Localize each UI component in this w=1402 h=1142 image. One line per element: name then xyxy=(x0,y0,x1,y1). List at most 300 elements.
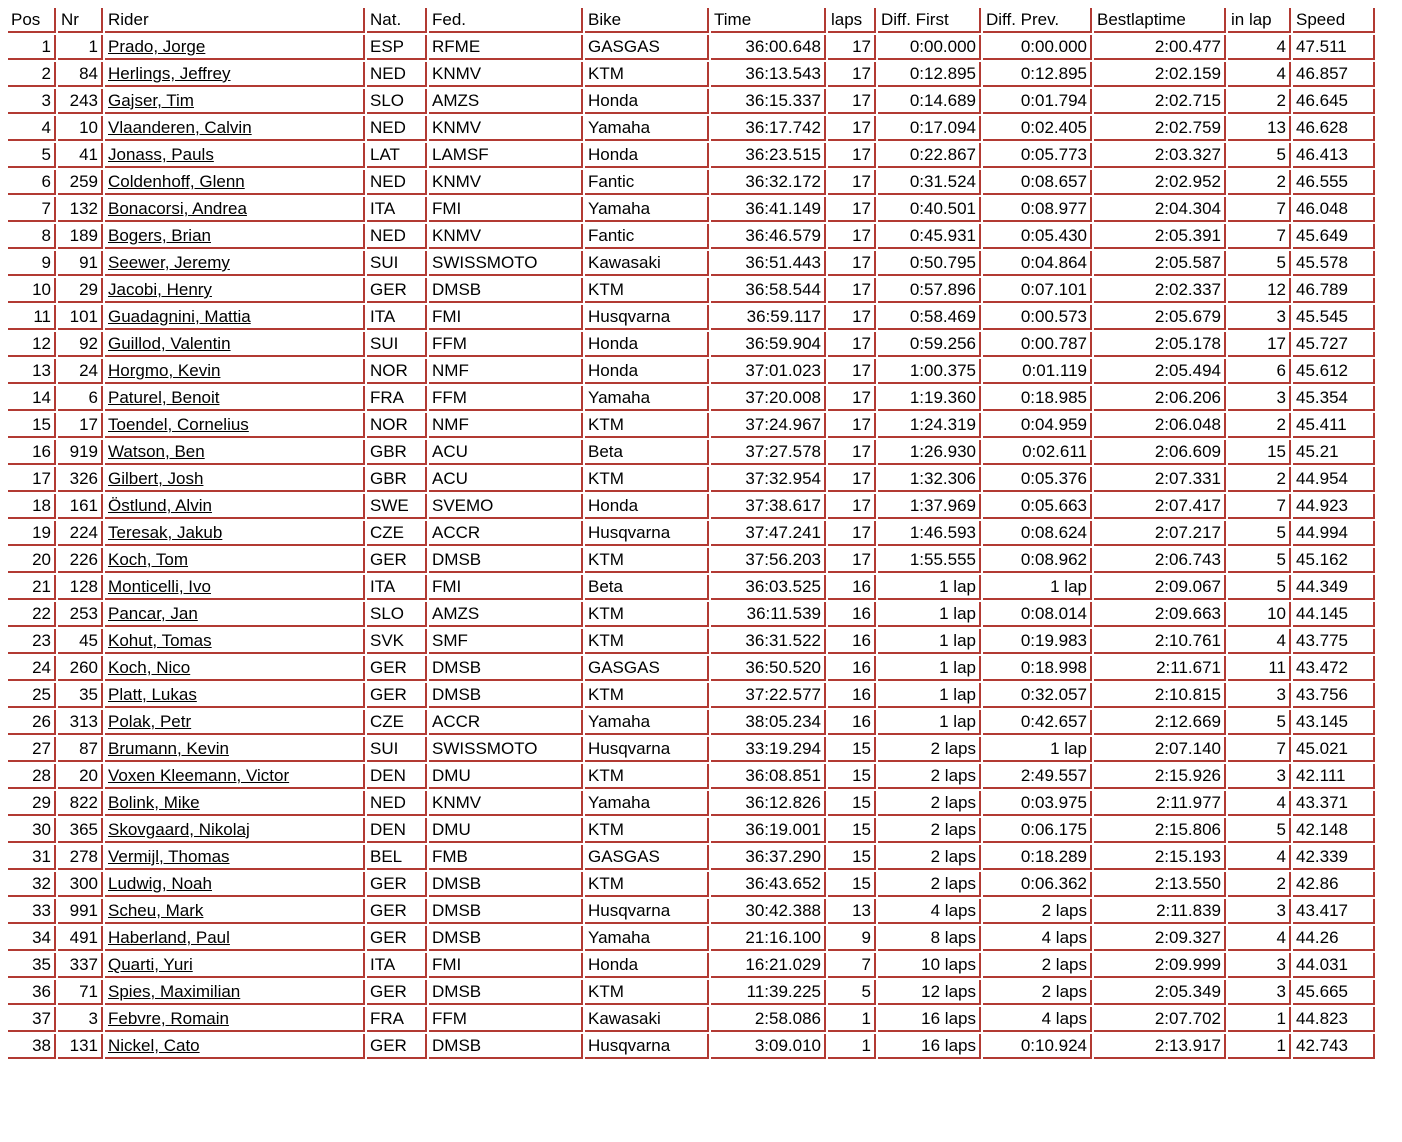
cell-rider xyxy=(105,386,365,411)
cell-laps: 17 xyxy=(828,170,876,195)
cell-rider xyxy=(105,494,365,519)
cell-fed: NMF xyxy=(429,413,583,438)
cell-rider xyxy=(105,467,365,492)
cell-in-lap: 3 xyxy=(1228,899,1291,924)
rider-link[interactable]: Nickel, Cato xyxy=(108,1036,200,1055)
cell-speed: 46.555 xyxy=(1293,170,1375,195)
cell-diff-prev: 0:19.983 xyxy=(983,629,1092,654)
cell-laps: 17 xyxy=(828,467,876,492)
cell-diff-first: 1:00.375 xyxy=(878,359,981,384)
rider-link[interactable]: Polak, Petr xyxy=(108,712,192,731)
cell-pos: 31 xyxy=(8,845,56,870)
cell-nr: 131 xyxy=(58,1034,103,1059)
column-header-nat: Nat. xyxy=(367,8,427,33)
cell-bike: Honda xyxy=(585,494,709,519)
cell-diff-prev: 0:00.573 xyxy=(983,305,1092,330)
cell-laps: 17 xyxy=(828,197,876,222)
cell-laps: 15 xyxy=(828,818,876,843)
cell-laps: 15 xyxy=(828,737,876,762)
cell-rider xyxy=(105,737,365,762)
cell-speed: 46.857 xyxy=(1293,62,1375,87)
cell-pos: 26 xyxy=(8,710,56,735)
cell-diff-prev: 0:08.657 xyxy=(983,170,1092,195)
cell-diff-prev: 0:08.977 xyxy=(983,197,1092,222)
cell-bike: Yamaha xyxy=(585,791,709,816)
cell-in-lap: 5 xyxy=(1228,521,1291,546)
cell-nat: NED xyxy=(367,791,427,816)
rider-link[interactable]: Koch, Tom xyxy=(108,550,189,569)
rider-link[interactable]: Brumann, Kevin xyxy=(108,739,229,758)
cell-fed: DMSB xyxy=(429,926,583,951)
cell-diff-first: 1:55.555 xyxy=(878,548,981,573)
table-row xyxy=(8,683,1375,708)
cell-nr: 84 xyxy=(58,62,103,87)
cell-nat: CZE xyxy=(367,521,427,546)
column-header-nr: Nr xyxy=(58,8,103,33)
table-row xyxy=(8,791,1375,816)
cell-laps: 17 xyxy=(828,89,876,114)
cell-nr: 991 xyxy=(58,899,103,924)
table-row xyxy=(8,1007,1375,1032)
cell-diff-first: 1 lap xyxy=(878,710,981,735)
cell-nr: 278 xyxy=(58,845,103,870)
cell-diff-first: 1 lap xyxy=(878,629,981,654)
rider-link[interactable]: Jonass, Pauls xyxy=(108,145,214,164)
cell-rider xyxy=(105,224,365,249)
cell-rider xyxy=(105,629,365,654)
cell-nr: 337 xyxy=(58,953,103,978)
cell-diff-first: 16 laps xyxy=(878,1007,981,1032)
cell-nat: FRA xyxy=(367,1007,427,1032)
cell-bestlaptime: 2:09.999 xyxy=(1094,953,1226,978)
cell-pos: 6 xyxy=(8,170,56,195)
cell-in-lap: 5 xyxy=(1228,143,1291,168)
rider-link[interactable]: Quarti, Yuri xyxy=(108,955,193,974)
rider-link[interactable]: Monticelli, Ivo xyxy=(108,577,211,596)
cell-bike: Beta xyxy=(585,575,709,600)
cell-speed: 42.339 xyxy=(1293,845,1375,870)
cell-bestlaptime: 2:00.477 xyxy=(1094,35,1226,60)
cell-bestlaptime: 2:12.669 xyxy=(1094,710,1226,735)
cell-fed: ACU xyxy=(429,467,583,492)
cell-nat: ITA xyxy=(367,953,427,978)
cell-nr: 71 xyxy=(58,980,103,1005)
cell-nat: DEN xyxy=(367,764,427,789)
cell-bike: Yamaha xyxy=(585,197,709,222)
cell-laps: 15 xyxy=(828,845,876,870)
cell-pos: 20 xyxy=(8,548,56,573)
cell-laps: 9 xyxy=(828,926,876,951)
cell-pos: 23 xyxy=(8,629,56,654)
cell-rider xyxy=(105,818,365,843)
cell-speed: 45.021 xyxy=(1293,737,1375,762)
rider-link[interactable]: Prado, Jorge xyxy=(108,37,206,56)
cell-nat: ITA xyxy=(367,575,427,600)
rider-link[interactable]: Teresak, Jakub xyxy=(108,523,223,542)
cell-bike: GASGAS xyxy=(585,845,709,870)
rider-link[interactable]: Bonacorsi, Andrea xyxy=(108,199,247,218)
cell-bike: KTM xyxy=(585,602,709,627)
rider-link[interactable]: Horgmo, Kevin xyxy=(108,361,221,380)
cell-bestlaptime: 2:11.671 xyxy=(1094,656,1226,681)
cell-rider xyxy=(105,926,365,951)
cell-laps: 16 xyxy=(828,602,876,627)
rider-link[interactable]: Guadagnini, Mattia xyxy=(108,307,251,326)
cell-pos: 19 xyxy=(8,521,56,546)
cell-bestlaptime: 2:05.391 xyxy=(1094,224,1226,249)
rider-link[interactable]: Spies, Maximilian xyxy=(108,982,241,1001)
table-row xyxy=(8,872,1375,897)
header-row xyxy=(8,8,1375,33)
cell-rider xyxy=(105,602,365,627)
table-row xyxy=(8,710,1375,735)
rider-link[interactable]: Gajser, Tim xyxy=(108,91,194,110)
rider-link[interactable]: Toendel, Cornelius xyxy=(108,415,249,434)
rider-link[interactable]: Haberland, Paul xyxy=(108,928,230,947)
cell-laps: 1 xyxy=(828,1034,876,1059)
column-header-bike: Bike xyxy=(585,8,709,33)
table-row xyxy=(8,251,1375,276)
cell-bestlaptime: 2:13.550 xyxy=(1094,872,1226,897)
cell-fed: ACCR xyxy=(429,521,583,546)
cell-in-lap: 13 xyxy=(1228,116,1291,141)
rider-link[interactable]: Guillod, Valentin xyxy=(108,334,231,353)
cell-pos: 22 xyxy=(8,602,56,627)
cell-diff-prev: 0:08.014 xyxy=(983,602,1092,627)
cell-nr: 326 xyxy=(58,467,103,492)
table-row xyxy=(8,521,1375,546)
cell-diff-prev: 0:08.624 xyxy=(983,521,1092,546)
cell-rider xyxy=(105,116,365,141)
cell-time: 36:00.648 xyxy=(711,35,826,60)
cell-diff-prev: 0:03.975 xyxy=(983,791,1092,816)
cell-rider xyxy=(105,62,365,87)
cell-bike: KTM xyxy=(585,683,709,708)
rider-link[interactable]: Platt, Lukas xyxy=(108,685,197,704)
cell-nr: 259 xyxy=(58,170,103,195)
cell-time: 36:23.515 xyxy=(711,143,826,168)
cell-nr: 132 xyxy=(58,197,103,222)
cell-nr: 243 xyxy=(58,89,103,114)
cell-rider xyxy=(105,845,365,870)
cell-diff-first: 10 laps xyxy=(878,953,981,978)
cell-in-lap: 6 xyxy=(1228,359,1291,384)
cell-bike: KTM xyxy=(585,467,709,492)
cell-laps: 17 xyxy=(828,521,876,546)
cell-nr: 1 xyxy=(58,35,103,60)
cell-nat: GER xyxy=(367,872,427,897)
cell-nr: 313 xyxy=(58,710,103,735)
cell-rider xyxy=(105,710,365,735)
cell-in-lap: 3 xyxy=(1228,683,1291,708)
cell-fed: FMI xyxy=(429,197,583,222)
cell-diff-prev: 1 lap xyxy=(983,575,1092,600)
cell-diff-first: 1:32.306 xyxy=(878,467,981,492)
cell-speed: 42.111 xyxy=(1293,764,1375,789)
cell-diff-first: 0:40.501 xyxy=(878,197,981,222)
cell-diff-prev: 0:00.787 xyxy=(983,332,1092,357)
cell-speed: 46.645 xyxy=(1293,89,1375,114)
cell-pos: 9 xyxy=(8,251,56,276)
cell-bestlaptime: 2:02.715 xyxy=(1094,89,1226,114)
cell-diff-prev: 2 laps xyxy=(983,953,1092,978)
cell-diff-prev: 0:10.924 xyxy=(983,1034,1092,1059)
rider-link[interactable]: Jacobi, Henry xyxy=(108,280,212,299)
cell-bestlaptime: 2:05.178 xyxy=(1094,332,1226,357)
cell-in-lap: 12 xyxy=(1228,278,1291,303)
cell-bike: Honda xyxy=(585,332,709,357)
cell-nr: 87 xyxy=(58,737,103,762)
cell-pos: 34 xyxy=(8,926,56,951)
cell-bestlaptime: 2:07.417 xyxy=(1094,494,1226,519)
cell-bestlaptime: 2:06.743 xyxy=(1094,548,1226,573)
cell-nr: 300 xyxy=(58,872,103,897)
table-row xyxy=(8,359,1375,384)
cell-time: 30:42.388 xyxy=(711,899,826,924)
cell-bestlaptime: 2:05.679 xyxy=(1094,305,1226,330)
table-row xyxy=(8,980,1375,1005)
cell-bestlaptime: 2:05.494 xyxy=(1094,359,1226,384)
rider-link[interactable]: Vlaanderen, Calvin xyxy=(108,118,252,137)
cell-laps: 17 xyxy=(828,224,876,249)
cell-in-lap: 4 xyxy=(1228,926,1291,951)
cell-speed: 44.145 xyxy=(1293,602,1375,627)
rider-link[interactable]: Scheu, Mark xyxy=(108,901,204,920)
cell-pos: 28 xyxy=(8,764,56,789)
cell-bike: Kawasaki xyxy=(585,251,709,276)
cell-diff-first: 1:19.360 xyxy=(878,386,981,411)
cell-diff-prev: 2 laps xyxy=(983,980,1092,1005)
cell-time: 37:47.241 xyxy=(711,521,826,546)
cell-pos: 24 xyxy=(8,656,56,681)
cell-nat: GER xyxy=(367,278,427,303)
table-row xyxy=(8,143,1375,168)
cell-diff-prev: 0:06.175 xyxy=(983,818,1092,843)
cell-bestlaptime: 2:15.806 xyxy=(1094,818,1226,843)
rider-link[interactable]: Bolink, Mike xyxy=(108,793,200,812)
rider-link[interactable]: Coldenhoff, Glenn xyxy=(108,172,245,191)
cell-diff-prev: 0:18.985 xyxy=(983,386,1092,411)
cell-fed: DMSB xyxy=(429,980,583,1005)
cell-nr: 10 xyxy=(58,116,103,141)
cell-bestlaptime: 2:06.206 xyxy=(1094,386,1226,411)
cell-time: 36:32.172 xyxy=(711,170,826,195)
cell-nr: 260 xyxy=(58,656,103,681)
cell-bike: Yamaha xyxy=(585,710,709,735)
cell-fed: FMI xyxy=(429,575,583,600)
cell-diff-prev: 4 laps xyxy=(983,926,1092,951)
cell-in-lap: 3 xyxy=(1228,953,1291,978)
cell-laps: 15 xyxy=(828,872,876,897)
table-row xyxy=(8,575,1375,600)
cell-bestlaptime: 2:05.587 xyxy=(1094,251,1226,276)
cell-in-lap: 7 xyxy=(1228,737,1291,762)
cell-nat: SVK xyxy=(367,629,427,654)
table-row xyxy=(8,170,1375,195)
cell-time: 37:32.954 xyxy=(711,467,826,492)
cell-speed: 42.86 xyxy=(1293,872,1375,897)
cell-rider xyxy=(105,1034,365,1059)
cell-nat: GER xyxy=(367,899,427,924)
cell-diff-prev: 2 laps xyxy=(983,899,1092,924)
cell-diff-prev: 1 lap xyxy=(983,737,1092,762)
cell-laps: 17 xyxy=(828,251,876,276)
table-row xyxy=(8,62,1375,87)
cell-fed: FMI xyxy=(429,953,583,978)
cell-laps: 17 xyxy=(828,413,876,438)
cell-diff-prev: 0:12.895 xyxy=(983,62,1092,87)
column-header-diff-prev: Diff. Prev. xyxy=(983,8,1092,33)
cell-speed: 43.756 xyxy=(1293,683,1375,708)
cell-pos: 10 xyxy=(8,278,56,303)
cell-fed: RFME xyxy=(429,35,583,60)
cell-speed: 44.994 xyxy=(1293,521,1375,546)
cell-pos: 27 xyxy=(8,737,56,762)
cell-bestlaptime: 2:07.217 xyxy=(1094,521,1226,546)
cell-rider xyxy=(105,332,365,357)
cell-pos: 15 xyxy=(8,413,56,438)
cell-bestlaptime: 2:15.926 xyxy=(1094,764,1226,789)
table-row xyxy=(8,818,1375,843)
cell-rider xyxy=(105,197,365,222)
cell-in-lap: 4 xyxy=(1228,35,1291,60)
cell-speed: 43.371 xyxy=(1293,791,1375,816)
cell-speed: 46.048 xyxy=(1293,197,1375,222)
cell-diff-first: 1:26.930 xyxy=(878,440,981,465)
cell-fed: SMF xyxy=(429,629,583,654)
cell-time: 37:20.008 xyxy=(711,386,826,411)
cell-nat: SLO xyxy=(367,89,427,114)
cell-nr: 3 xyxy=(58,1007,103,1032)
cell-fed: DMU xyxy=(429,764,583,789)
cell-pos: 30 xyxy=(8,818,56,843)
cell-in-lap: 1 xyxy=(1228,1007,1291,1032)
cell-laps: 16 xyxy=(828,656,876,681)
column-header-pos: Pos xyxy=(8,8,56,33)
cell-bike: GASGAS xyxy=(585,35,709,60)
rider-link[interactable]: Gilbert, Josh xyxy=(108,469,204,488)
cell-diff-prev: 2:49.557 xyxy=(983,764,1092,789)
cell-fed: SWISSMOTO xyxy=(429,251,583,276)
cell-bestlaptime: 2:13.917 xyxy=(1094,1034,1226,1059)
cell-time: 36:19.001 xyxy=(711,818,826,843)
cell-bike: Fantic xyxy=(585,224,709,249)
cell-fed: DMSB xyxy=(429,872,583,897)
cell-rider xyxy=(105,359,365,384)
rider-link[interactable]: Seewer, Jeremy xyxy=(108,253,230,272)
column-header-bestlaptime: Bestlaptime xyxy=(1094,8,1226,33)
cell-nr: 365 xyxy=(58,818,103,843)
table-row xyxy=(8,224,1375,249)
cell-time: 37:22.577 xyxy=(711,683,826,708)
cell-time: 21:16.100 xyxy=(711,926,826,951)
cell-diff-prev: 0:06.362 xyxy=(983,872,1092,897)
cell-diff-prev: 0:32.057 xyxy=(983,683,1092,708)
cell-nat: GER xyxy=(367,683,427,708)
cell-bike: KTM xyxy=(585,872,709,897)
cell-nat: ESP xyxy=(367,35,427,60)
cell-laps: 17 xyxy=(828,278,876,303)
rider-link[interactable]: Paturel, Benoit xyxy=(108,388,220,407)
cell-in-lap: 2 xyxy=(1228,170,1291,195)
rider-link[interactable]: Herlings, Jeffrey xyxy=(108,64,231,83)
cell-diff-first: 1 lap xyxy=(878,602,981,627)
rider-link[interactable]: Ludwig, Noah xyxy=(108,874,212,893)
cell-bike: KTM xyxy=(585,818,709,843)
rider-link[interactable]: Voxen Kleemann, Victor xyxy=(108,766,290,785)
cell-time: 16:21.029 xyxy=(711,953,826,978)
cell-in-lap: 17 xyxy=(1228,332,1291,357)
cell-pos: 25 xyxy=(8,683,56,708)
cell-bike: Yamaha xyxy=(585,386,709,411)
cell-laps: 16 xyxy=(828,629,876,654)
cell-nat: SUI xyxy=(367,251,427,276)
cell-diff-first: 0:00.000 xyxy=(878,35,981,60)
rider-link[interactable]: Skovgaard, Nikolaj xyxy=(108,820,250,839)
table-row xyxy=(8,440,1375,465)
cell-rider xyxy=(105,35,365,60)
column-header-diff-first: Diff. First xyxy=(878,8,981,33)
cell-diff-first: 1:46.593 xyxy=(878,521,981,546)
cell-pos: 38 xyxy=(8,1034,56,1059)
cell-laps: 1 xyxy=(828,1007,876,1032)
cell-nr: 822 xyxy=(58,791,103,816)
cell-rider xyxy=(105,413,365,438)
column-header-speed: Speed xyxy=(1293,8,1375,33)
cell-speed: 43.417 xyxy=(1293,899,1375,924)
cell-laps: 7 xyxy=(828,953,876,978)
cell-speed: 45.727 xyxy=(1293,332,1375,357)
table-row xyxy=(8,386,1375,411)
table-row xyxy=(8,656,1375,681)
cell-fed: SWISSMOTO xyxy=(429,737,583,762)
cell-time: 36:59.904 xyxy=(711,332,826,357)
rider-link[interactable]: Bogers, Brian xyxy=(108,226,211,245)
cell-rider xyxy=(105,521,365,546)
cell-diff-first: 2 laps xyxy=(878,845,981,870)
rider-link[interactable]: Koch, Nico xyxy=(108,658,191,677)
cell-pos: 37 xyxy=(8,1007,56,1032)
cell-nr: 29 xyxy=(58,278,103,303)
cell-in-lap: 2 xyxy=(1228,89,1291,114)
cell-nat: FRA xyxy=(367,386,427,411)
rider-link[interactable]: Watson, Ben xyxy=(108,442,205,461)
cell-nr: 17 xyxy=(58,413,103,438)
table-row xyxy=(8,926,1375,951)
cell-fed: FMB xyxy=(429,845,583,870)
cell-speed: 45.665 xyxy=(1293,980,1375,1005)
rider-link[interactable]: Pancar, Jan xyxy=(108,604,198,623)
cell-speed: 45.354 xyxy=(1293,386,1375,411)
cell-speed: 45.612 xyxy=(1293,359,1375,384)
cell-bike: GASGAS xyxy=(585,656,709,681)
cell-diff-prev: 0:01.794 xyxy=(983,89,1092,114)
cell-bestlaptime: 2:10.815 xyxy=(1094,683,1226,708)
cell-in-lap: 5 xyxy=(1228,251,1291,276)
rider-link[interactable]: Vermijl, Thomas xyxy=(108,847,230,866)
cell-pos: 1 xyxy=(8,35,56,60)
rider-link[interactable]: Östlund, Alvin xyxy=(108,496,212,515)
cell-bestlaptime: 2:02.337 xyxy=(1094,278,1226,303)
cell-time: 37:01.023 xyxy=(711,359,826,384)
cell-diff-first: 0:50.795 xyxy=(878,251,981,276)
cell-bestlaptime: 2:02.759 xyxy=(1094,116,1226,141)
cell-laps: 13 xyxy=(828,899,876,924)
rider-link[interactable]: Kohut, Tomas xyxy=(108,631,212,650)
cell-fed: LAMSF xyxy=(429,143,583,168)
cell-in-lap: 7 xyxy=(1228,494,1291,519)
rider-link[interactable]: Febvre, Romain xyxy=(108,1009,229,1028)
